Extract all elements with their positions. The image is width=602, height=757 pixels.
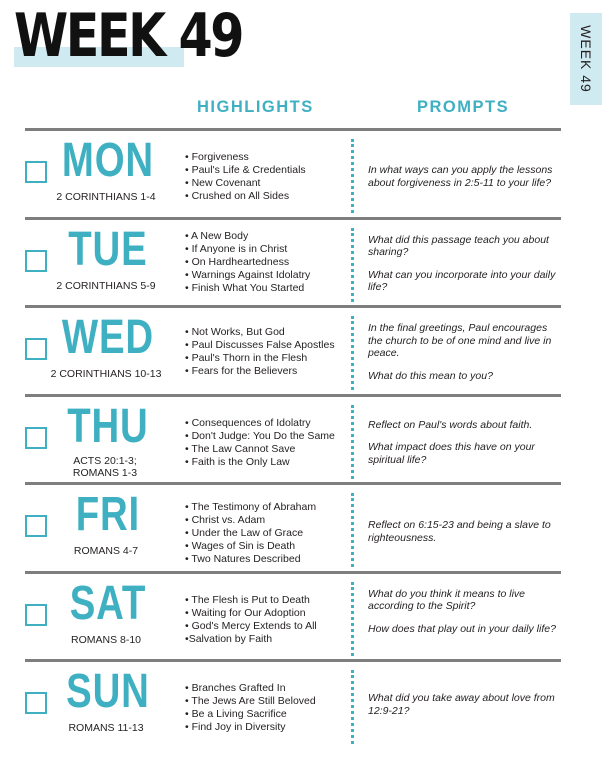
prompts-cell: [368, 519, 563, 554]
prompt-text: What did you take away about love from 12:9-21?: [368, 692, 555, 717]
highlights-list: [185, 326, 350, 378]
day-label: TUE: [68, 222, 148, 276]
day-row-sat: [25, 571, 561, 660]
highlight-item: • If Anyone is in Christ: [185, 243, 350, 256]
highlight-item: • God's Mercy Extends to All: [185, 620, 350, 633]
highlight-item: • Forgiveness: [185, 151, 350, 164]
highlight-item: • Wages of Sin is Death: [185, 540, 350, 553]
day-label: THU: [67, 399, 149, 453]
prompts-cell: [368, 322, 563, 392]
highlight-item: • Find Joy in Diversity: [185, 721, 350, 734]
day-row-fri: [25, 482, 561, 571]
highlight-item: • Paul's Life & Credentials: [185, 164, 350, 177]
highlight-item: • A New Body: [185, 230, 350, 243]
highlight-item: • Two Natures Described: [185, 553, 350, 566]
highlight-item: • Fears for the Believers: [185, 365, 350, 378]
prompts-cell: [368, 588, 563, 646]
highlights-header: HIGHLIGHTS: [197, 98, 314, 116]
highlight-item: • On Hardheartedness: [185, 256, 350, 269]
prompt-text: What do you think it means to live according to the Spirit?: [368, 587, 525, 612]
prompt-text: What can you incorporate into your daily life?: [368, 268, 556, 293]
prompts-cell: [368, 692, 563, 727]
highlights-list: [185, 230, 350, 295]
prompt-text: In the final greetings, Paul encourages the church to be of one mind and live in peace.: [368, 322, 552, 359]
prompts-cell: [368, 419, 563, 477]
prompt-text: How does that play out in your daily life?: [368, 622, 556, 635]
highlight-item: • Christ vs. Adam: [185, 514, 350, 527]
highlight-item: • Paul Discusses False Apostles: [185, 339, 350, 352]
highlight-item: • Branches Grafted In: [185, 682, 350, 695]
prompt-text: In what ways can you apply the lessons about forgiveness in 2:5-11 to your life?: [368, 164, 553, 189]
prompt-text: What did this passage teach you about sharing?: [368, 233, 549, 258]
highlight-item: • The Law Cannot Save: [185, 443, 350, 456]
day-row-mon: [25, 128, 561, 217]
highlight-item: • Under the Law of Grace: [185, 527, 350, 540]
highlights-list: [185, 594, 350, 646]
prompt-text: Reflect on Paul's words about faith.: [368, 418, 533, 431]
prompts-cell: [368, 164, 563, 199]
dotted-divider: [351, 582, 354, 656]
week-side-tab: [570, 13, 602, 105]
highlights-list: [185, 151, 350, 203]
day-row-thu: [25, 394, 561, 483]
highlight-item: • Be a Living Sacrifice: [185, 708, 350, 721]
highlight-item: • Paul's Thorn in the Flesh: [185, 352, 350, 365]
prompts-cell: [368, 234, 563, 304]
highlight-item: • Not Works, But God: [185, 326, 350, 339]
highlight-item: • Finish What You Started: [185, 282, 350, 295]
reading-plan-table: [25, 128, 561, 748]
highlights-list: [185, 682, 350, 734]
title-block: [14, 1, 242, 74]
page-title: WEEK 49: [14, 1, 242, 71]
day-label: MON: [61, 134, 154, 187]
scripture-reference: 2 CORINTHIANS 10-13: [50, 368, 162, 380]
highlight-item: • The Jews Are Still Beloved: [185, 695, 350, 708]
prompt-text: What do this mean to you?: [368, 369, 493, 382]
highlight-item: • New Covenant: [185, 177, 350, 190]
scripture-reference: 2 CORINTHIANS 5-9: [56, 279, 156, 292]
prompt-text: What impact does this have on your spiritual life?: [368, 441, 535, 466]
dotted-divider: [351, 228, 354, 302]
dotted-divider: [351, 405, 354, 479]
highlights-list: [185, 417, 350, 469]
highlight-item: • The Testimony of Abraham: [185, 501, 350, 514]
prompt-text: Reflect on 6:15-23 and being a slave to righteousness.: [368, 519, 551, 544]
dotted-divider: [351, 493, 354, 567]
scripture-reference: ROMANS 4-7: [73, 545, 139, 557]
day-row-sun: [25, 659, 561, 748]
day-label: SUN: [66, 665, 150, 718]
dotted-divider: [351, 670, 354, 744]
side-tab-label: WEEK 49: [578, 25, 594, 93]
highlight-item: • Don't Judge: You Do the Same: [185, 430, 350, 443]
dotted-divider: [351, 316, 354, 390]
scripture-reference: ROMANS 11-13: [68, 722, 144, 734]
highlight-item: • Crushed on All Sides: [185, 190, 350, 203]
scripture-reference: ACTS 20:1-3; ROMANS 1-3: [72, 454, 138, 479]
day-label: FRI: [75, 488, 141, 541]
day-label: WED: [61, 311, 154, 364]
scripture-reference: ROMANS 8-10: [70, 633, 142, 646]
highlight-item: • Salvation by Faith: [185, 633, 350, 646]
dotted-divider: [351, 139, 354, 213]
prompts-header: PROMPTS: [417, 98, 510, 116]
day-label: SAT: [69, 576, 147, 630]
highlights-list: [185, 501, 350, 566]
day-row-wed: [25, 305, 561, 394]
highlight-item: • Warnings Against Idolatry: [185, 269, 350, 282]
highlight-item: • Waiting for Our Adoption: [185, 607, 350, 620]
highlight-item: • The Flesh is Put to Death: [185, 594, 350, 607]
highlight-item: • Faith is the Only Law: [185, 456, 350, 469]
day-row-tue: [25, 217, 561, 306]
scripture-reference: 2 CORINTHIANS 1-4: [56, 191, 156, 203]
highlight-item: • Consequences of Idolatry: [185, 417, 350, 430]
